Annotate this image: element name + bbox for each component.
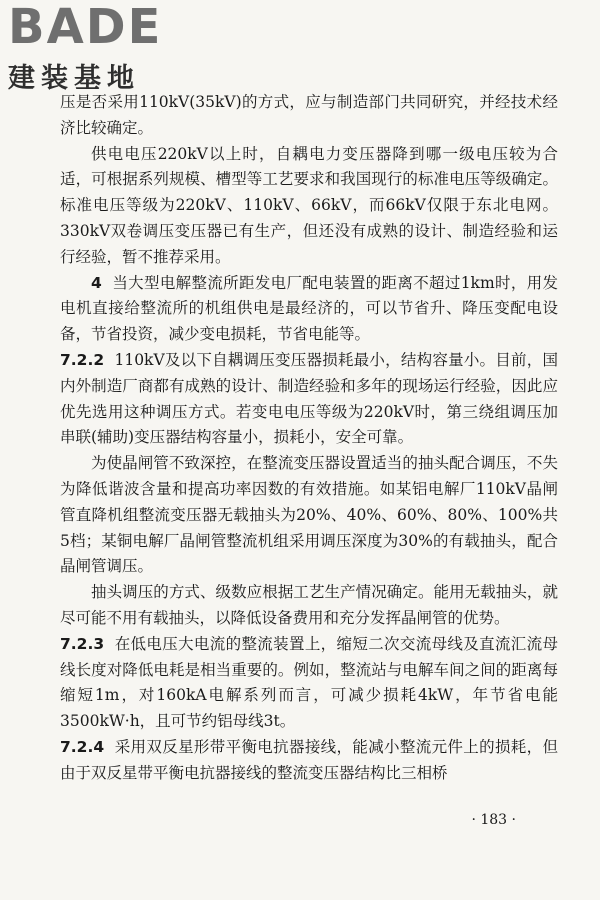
paragraph-thyristor-taps: 为使晶闸管不致深控，在整流变压器设置适当的抽头配合调压，不失为降低谐波含量和提高功率因数的有效措施。如某铝电解厂110kV晶闸管直降机组整流变压器无载抽头为20%、40%、60%、80%、100%共5档；某铜电解厂晶闸管整流机组采用调压深度为30%的有载抽头，配合晶闸管调压。 bbox=[60, 454, 558, 576]
section-number: 7.2.4 bbox=[60, 737, 105, 756]
logo-subtitle: 建装基地 bbox=[8, 63, 140, 94]
document-body bbox=[60, 90, 558, 787]
section-number: 7.2.3 bbox=[60, 634, 105, 653]
section-7-2-4: 7.2.4 采用双反星形带平衡电抗器接线，能减小整流元件上的损耗，但由于双反星带平衡电抗器接线的整流变压器结构比三相桥 bbox=[60, 737, 558, 782]
paragraph-item-4: 4 当大型电解整流所距发电厂配电装置的距离不超过1km时，用发电机直接给整流所的机组供电是最经济的，可以节省升、降压变配电设备，节省投资，减少变电损耗，节省电能等。 bbox=[60, 273, 558, 344]
paragraph-supply-voltage: 供电电压220kV以上时，自耦电力变压器降到哪一级电压较为合适，可根据系列规模、槽型等工艺要求和我国现行的标准电压等级确定。标准电压等级为220kV、110kV、66kV，而66kV仅限于东北电网。330kV双卷调压变压器已有生产，但还没有成熟的设计、制造经验和运行经验，暂不推荐采用。 bbox=[60, 144, 558, 266]
section-7-2-2: 7.2.2 110kV及以下自耦调压变压器损耗最小，结构容量小。目前，国内外制造厂商都有成熟的设计、制造经验和多年的现场运行经验，因此应优先选用这种调压方式。若变电电压等级为220kV时，第三绕组调压加串联(辅助)变压器结构容量小，损耗小，安全可靠。 bbox=[60, 350, 558, 447]
bade-logo bbox=[8, 2, 178, 92]
section-7-2-3: 7.2.3 在低电压大电流的整流装置上，缩短二次交流母线及直流汇流母线长度对降低电耗是相当重要的。例如，整流站与电解车间之间的距离每缩短1m，对160kA电解系列而言，可减少损耗4kW，年节省电能3500kW·h，且可节约铝母线3t。 bbox=[60, 634, 558, 731]
page-number: · 183 · bbox=[471, 812, 516, 828]
paragraph-continuation: 压是否采用110kV(35kV)的方式，应与制造部门共同研究，并经技术经济比较确定。 bbox=[60, 93, 558, 137]
item-number: 4 bbox=[91, 273, 102, 292]
section-number: 7.2.2 bbox=[60, 350, 105, 369]
logo-wordmark: BADE bbox=[8, 0, 163, 55]
paragraph-tap-method: 抽头调压的方式、级数应根据工艺生产情况确定。能用无载抽头，就尽可能不用有载抽头，以降低设备费用和充分发挥晶闸管的优势。 bbox=[60, 583, 558, 627]
